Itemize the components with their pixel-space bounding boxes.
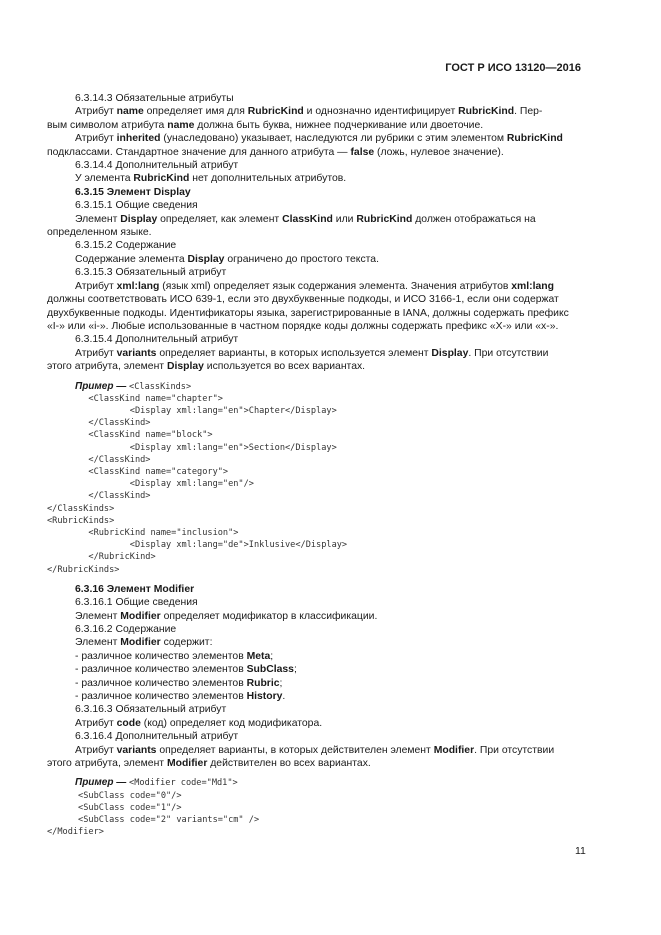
code-text: <SubClass code="0"/> [47,790,182,801]
text-run: - различное количество элементов [75,650,247,662]
bold-term: Display [166,361,204,373]
code-line [47,790,582,802]
bold-term: name [116,106,144,118]
text-run: ; [270,650,274,662]
bold-term: Display [431,347,469,359]
bold-term: code [116,717,141,729]
text-run: . При отсутствии [468,347,549,359]
bold-term: inherited [116,133,161,145]
text-line [47,132,582,145]
text-line [47,677,582,690]
text-line [47,92,582,105]
text-line [47,703,582,716]
text-run: 6.3.15.4 Дополнительный атрибут [75,334,239,346]
document-body [47,92,582,838]
text-run: - различное количество элементов [75,677,247,689]
text-run: должен отображаться на [412,213,536,225]
text-run: действителен во всех вариантах. [207,758,371,770]
text-run: содержит: [160,637,213,649]
bold-term: RubricKind [247,106,304,118]
text-line [47,199,582,212]
text-line [47,105,582,118]
text-run: У элемента [75,173,134,185]
text-line [47,650,582,663]
text-run: определяет имя для [143,106,248,118]
text-run: ; [293,664,297,676]
code-text: </ClassKind> [47,418,151,429]
text-line [47,266,582,279]
text-line [47,717,582,730]
example-label: Пример — [75,380,130,392]
text-run: 6.3.16.3 Обязательный атрибут [75,704,227,716]
bold-term: ClassKind [282,213,333,225]
code-text: </RubricKinds> [47,564,120,575]
text-run: 6.3.15.3 Обязательный атрибут [75,267,227,279]
text-run: двухбуквенные подкоды. Идентификаторы языка, зарегистрированные в IANA, должны содержать префикс [47,307,569,319]
text-line [47,293,582,306]
text-run: используется во всех вариантах. [203,361,366,373]
bold-term: xml:lang [116,280,160,292]
bold-term: false [350,146,375,158]
code-text: <Display xml:lang="en">Section</Display> [47,442,337,453]
text-run: ограничено до простого текста. [224,253,379,265]
spacer [47,770,582,777]
text-run: определенном языке. [47,227,152,239]
code-line [47,564,582,576]
code-line [47,490,582,502]
text-run: или [332,213,357,225]
code-text: <Modifier code="Md1"> [129,778,238,789]
code-line [47,777,582,789]
text-line [47,610,582,623]
code-line [47,515,582,527]
text-run: 6.3.16.4 Дополнительный атрибут [75,731,239,743]
example-label: Пример — [75,777,130,789]
bold-term: SubClass [246,664,294,676]
bold-term: Modifier [166,758,208,770]
code-text: <ClassKinds> [129,381,192,392]
text-run: - различное количество элементов [75,691,247,703]
spacer [47,576,582,583]
bold-term: variants [116,347,157,359]
page-number: 11 [575,845,586,857]
code-line [47,539,582,551]
text-run: Атрибут [75,133,117,145]
text-line [47,333,582,346]
code-text: <RubricKind name="inclusion"> [47,527,239,538]
code-text: <ClassKind name="chapter"> [47,393,223,404]
text-line [47,663,582,676]
text-run: Атрибут [75,280,117,292]
text-line [47,213,582,226]
text-run: 6.3.15.2 Содержание [75,240,177,252]
text-run: определяет модификатор в классификации. [160,610,378,622]
bold-term: Rubric [246,677,280,689]
text-run: Элемент [75,637,121,649]
text-line [47,347,582,360]
text-line [47,744,582,757]
text-line [47,226,582,239]
text-run: должна быть буква, нижнее подчеркивание или двоеточие. [194,119,484,131]
text-run: Атрибут [75,717,117,729]
text-run: подклассами. Стандартное значение для данного атрибута — [47,146,351,158]
text-run: вым символом атрибута [47,119,168,131]
text-line [47,119,582,132]
text-line [47,307,582,320]
code-line [47,503,582,515]
text-line [47,239,582,252]
code-line [47,802,582,814]
text-run: . [282,691,286,703]
text-run: этого атрибута, элемент [47,758,167,770]
code-text: <Display xml:lang="en">Chapter</Display> [47,405,337,416]
text-run: определяет варианты, в которых действителен элемент [156,744,434,756]
code-line [47,454,582,466]
text-line [47,636,582,649]
code-line [47,381,582,393]
text-run: Атрибут [75,744,117,756]
bold-term: 6.3.16 Элемент Modifier [75,583,195,595]
bold-term: 6.3.15 Элемент Display [75,186,191,198]
text-run: нет дополнительных атрибутов. [189,173,347,185]
code-text: <Display xml:lang="de">Inklusive</Display> [47,540,348,551]
text-line [47,172,582,185]
bold-term: name [167,119,195,131]
text-run: . Пер- [514,106,543,118]
bold-term: Modifier [120,637,161,649]
text-run: (код) определяет код модификатора. [140,717,323,729]
bold-term: Meta [246,650,271,662]
code-line [47,466,582,478]
code-text: <SubClass code="2" variants="cm" /> [47,815,260,826]
text-line [47,360,582,373]
code-line [47,826,582,838]
text-run: «I-» или «i-». Любые использованные в частном порядке коды должны содержать префикс «X-» или «x-». [47,320,559,332]
text-run: и однозначно идентифицирует [303,106,459,118]
code-line [47,393,582,405]
code-text: <SubClass code="1"/> [47,802,182,813]
text-line [47,730,582,743]
bold-term: variants [116,744,157,756]
bold-term: Modifier [120,610,161,622]
text-line [47,280,582,293]
code-line [47,814,582,826]
code-text: <RubricKinds> [47,515,115,526]
text-run: Содержание элемента [75,253,188,265]
code-line [47,478,582,490]
text-line [47,596,582,609]
code-text: <Display xml:lang="en"/> [47,479,254,490]
text-run: . При отсутствии [474,744,555,756]
text-line [47,159,582,172]
text-run: (язык xml) определяет язык содержания элемента. Значения атрибутов [159,280,512,292]
code-line [47,442,582,454]
text-run: 6.3.14.4 Дополнительный атрибут [75,160,239,172]
bold-term: RubricKind [356,213,413,225]
code-line [47,405,582,417]
text-line [47,253,582,266]
text-line [47,623,582,636]
text-line [47,583,582,596]
code-line [47,527,582,539]
spacer [47,374,582,381]
text-run: (ложь, нулевое значение). [374,146,504,158]
text-run: Атрибут [75,106,117,118]
code-text: <ClassKind name="block"> [47,430,213,441]
text-run: определяет, как элемент [157,213,283,225]
bold-term: xml:lang [511,280,555,292]
text-run: 6.3.16.2 Содержание [75,624,177,635]
code-text: <ClassKind name="category"> [47,466,229,477]
code-line [47,551,582,563]
bold-term: Display [187,253,225,265]
text-line [47,757,582,770]
code-text: </Modifier> [47,827,104,838]
bold-term: RubricKind [458,106,515,118]
text-run: определяет варианты, в которых используется элемент [156,347,432,359]
code-line [47,417,582,429]
bold-term: Modifier [433,744,475,756]
text-run: ; [279,677,283,689]
text-line [47,320,582,333]
text-run: этого атрибута, элемент [47,361,167,373]
text-run: (унаследовано) указывает, наследуются ли рубрики с этим элементом [160,133,507,145]
text-line [47,146,582,159]
text-run: 6.3.16.1 Общие сведения [75,597,198,609]
code-text: </RubricKind> [47,552,156,563]
text-run: Атрибут [75,347,117,359]
text-run: 6.3.14.3 Обязательные атрибуты [75,93,234,104]
text-line [47,186,582,199]
text-run: Элемент [75,213,121,225]
code-line [47,429,582,441]
bold-term: Display [120,213,158,225]
text-run: - различное количество элементов [75,664,247,676]
document-header: ГОСТ Р ИСО 13120—2016 [445,62,581,74]
code-text: </ClassKind> [47,491,151,502]
text-run: Элемент [75,610,121,622]
text-run: должны соответствовать ИСО 639-1, если это двухбуквенные подкоды, и ИСО 3166-1, если они содержат [47,294,559,306]
bold-term: History [246,691,283,703]
text-line [47,690,582,703]
bold-term: RubricKind [506,133,563,145]
bold-term: RubricKind [133,173,190,185]
code-text: </ClassKinds> [47,503,115,514]
code-text: </ClassKind> [47,454,151,465]
text-run: 6.3.15.1 Общие сведения [75,200,198,212]
